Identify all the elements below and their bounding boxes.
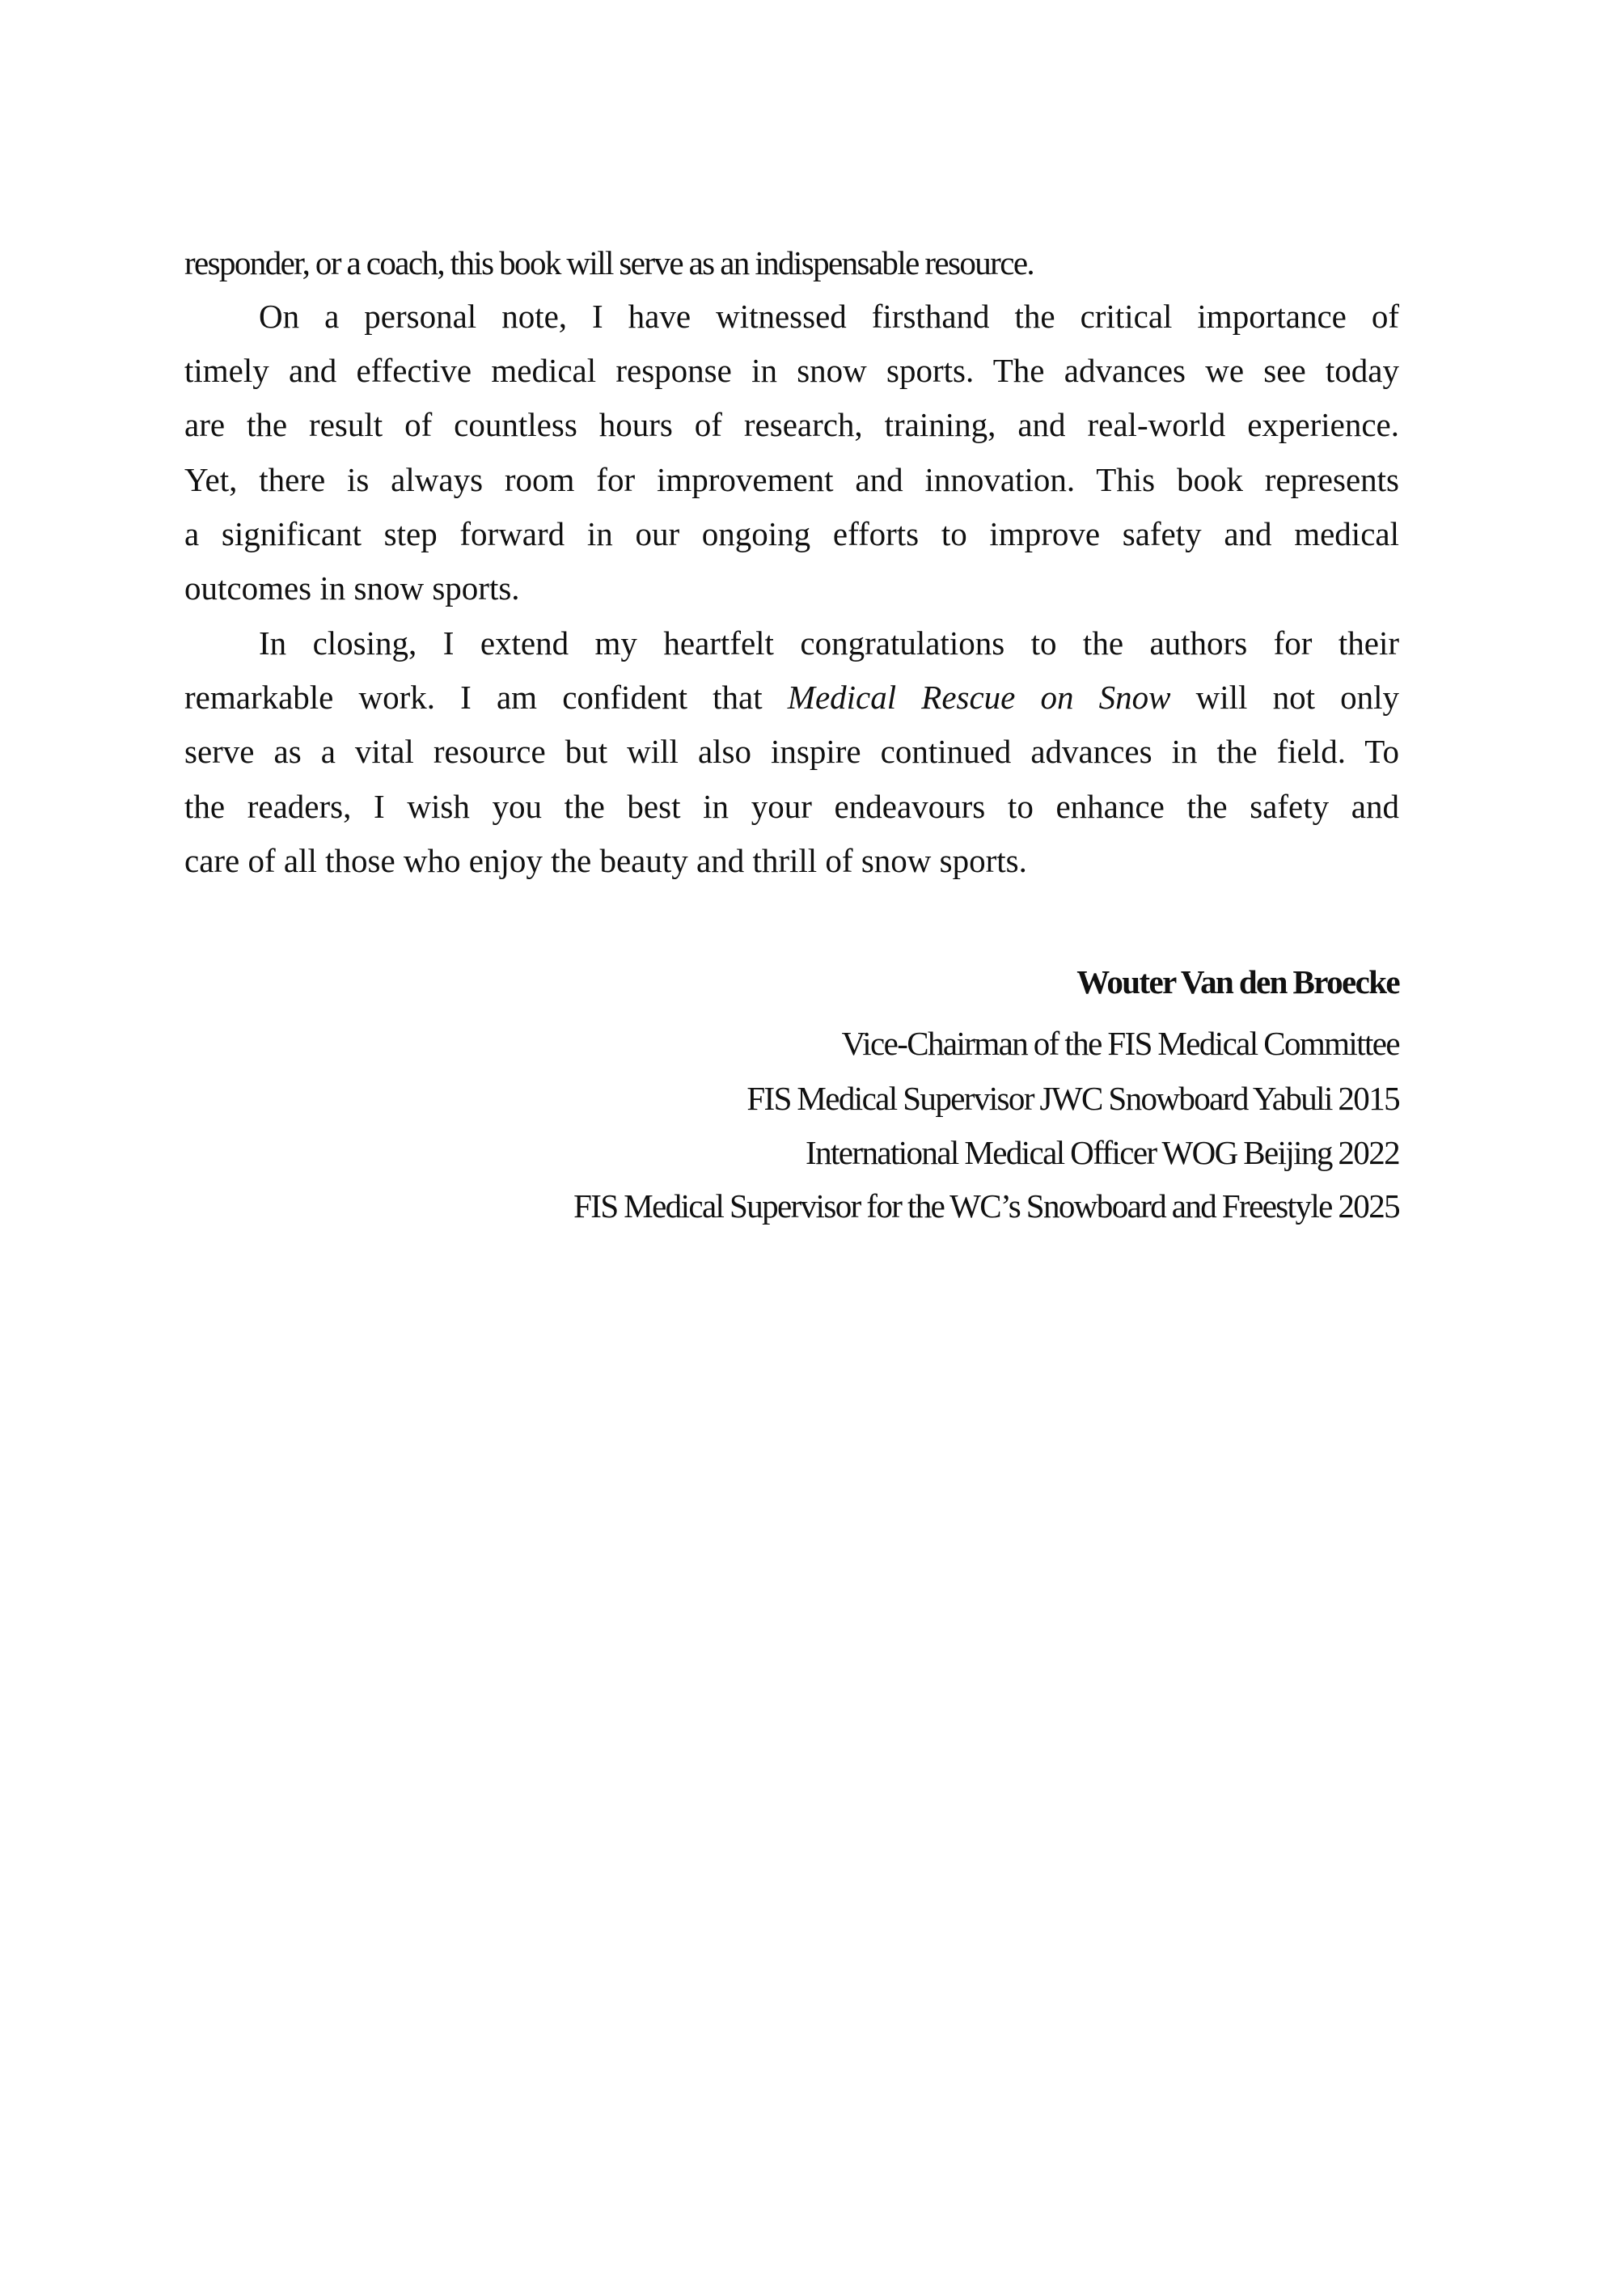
paragraph-line: Yet, there is always room for improvement and innovation. This book represents <box>184 461 1399 498</box>
paragraph-line: On a personal note, I have witnessed firsthand the critical importance of <box>259 298 1399 335</box>
signature-name: Wouter Van den Broecke <box>1076 963 1399 1001</box>
paragraph-line: serve as a vital resource but will also inspire continued advances in the field. To <box>184 733 1399 770</box>
signature-title: FIS Medical Supervisor JWC Snowboard Yabuli 2015 <box>746 1080 1399 1117</box>
paragraph-line: outcomes in snow sports. <box>184 569 520 607</box>
paragraph-line: a significant step forward in our ongoing efforts to improve safety and medical <box>184 515 1399 552</box>
paragraph-line: timely and effective medical response in snow sports. The advances we see today <box>184 352 1399 389</box>
paragraph-line: In closing, I extend my heartfelt congratulations to the authors for their <box>259 624 1399 662</box>
signature-title: FIS Medical Supervisor for the WC’s Snowboard and Freestyle 2025 <box>573 1187 1399 1225</box>
paragraph-line: the readers, I wish you the best in your endeavours to enhance the safety and <box>184 788 1399 825</box>
paragraph-line <box>184 671 1399 725</box>
paragraph-line: responder, or a coach, this book will serve as an indispensable resource. <box>184 244 1034 281</box>
text: will not only <box>1195 679 1399 716</box>
text: remarkable work. I am confident that <box>184 679 763 716</box>
paragraph-line: are the result of countless hours of research, training, and real-world experience. <box>184 406 1399 443</box>
signature-title: International Medical Officer WOG Beijing 2022 <box>806 1134 1399 1171</box>
paragraph-line: care of all those who enjoy the beauty and thrill of snow sports. <box>184 842 1027 879</box>
book-title: Medical Rescue on Snow <box>787 679 1171 716</box>
signature-title: Vice-Chairman of the FIS Medical Committee <box>841 1025 1399 1062</box>
